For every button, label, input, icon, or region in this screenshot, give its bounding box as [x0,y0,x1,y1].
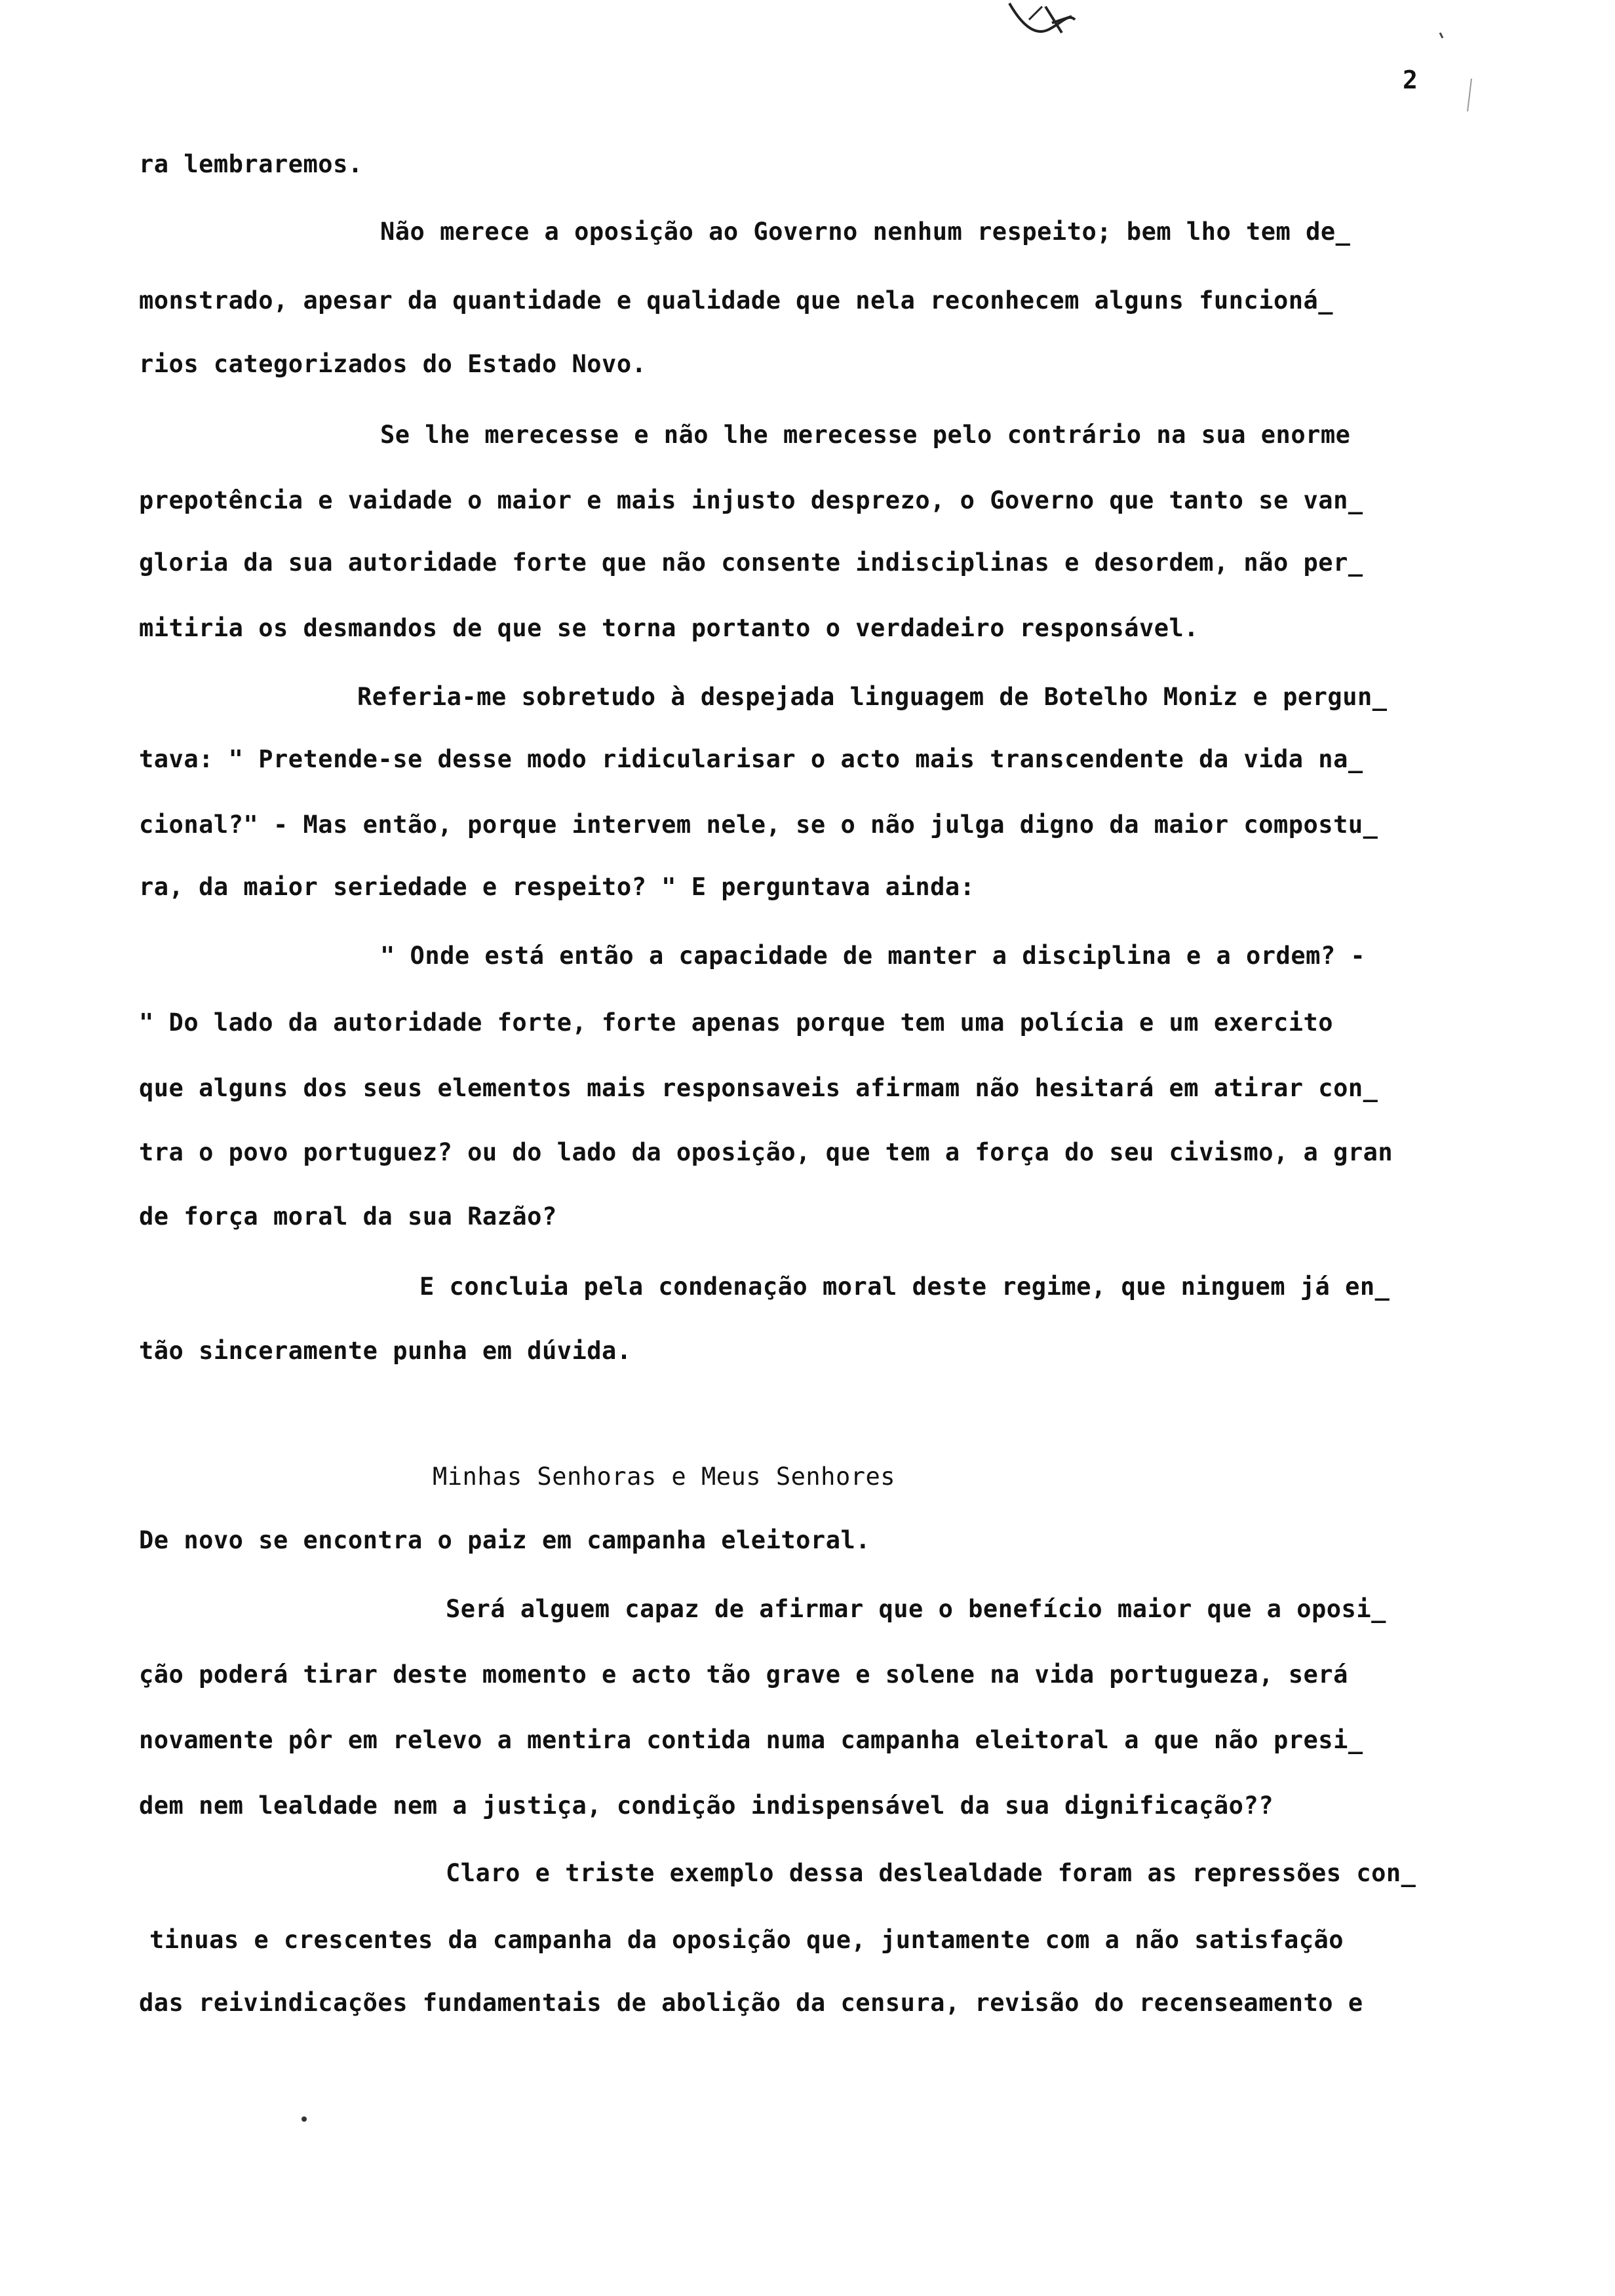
text-line: tava: " Pretende-se desse modo ridicularisar o acto mais transcendente da vida na_ [139,745,1363,773]
text-line: ra, da maior seriedade e respeito? " E perguntava ainda: [139,873,975,901]
text-line: ção poderá tirar deste momento e acto tão grave e solene na vida portugueza, será [139,1660,1348,1689]
text-line: De novo se encontra o paiz em campanha eleitoral. [139,1526,871,1554]
text-line: monstrado, apesar da quantidade e qualidade que nela reconhecem alguns funcioná_ [139,286,1334,315]
text-line: Referia-me sobretudo à despejada linguagem de Botelho Moniz e pergun_ [357,683,1388,711]
text-line: E concluia pela condenação moral deste regime, que ninguem já en_ [419,1272,1390,1301]
text-line: tra o povo portuguez? ou do lado da oposição, que tem a força do seu civismo, a gran [139,1138,1393,1166]
text-line: tão sinceramente punha em dúvida. [139,1337,632,1365]
text-line: tinuas e crescentes da campanha da oposição que, juntamente com a não satisfação [149,1926,1344,1954]
text-line: dem nem lealdade nem a justiça, condição indispensável da sua dignificação?? [139,1791,1274,1820]
text-line: Claro e triste exemplo dessa deslealdade foram as repressões con_ [446,1859,1416,1887]
text-line: que alguns dos seus elementos mais responsaveis afirmam não hesitará em atirar con_ [139,1074,1378,1102]
ink-speck [302,2116,307,2122]
handwritten-scribble [983,0,1088,48]
margin-mark [1439,26,1478,134]
page-number: 2 [1403,66,1418,94]
text-line: gloria da sua autoridade forte que não consente indisciplinas e desordem, não per_ [139,548,1363,577]
text-line: novamente pôr em relevo a mentira contida numa campanha eleitoral a que não presi_ [139,1726,1363,1754]
text-line: mitiria os desmandos de que se torna portanto o verdadeiro responsável. [139,614,1199,642]
text-line: rios categorizados do Estado Novo. [139,350,647,378]
text-line: cional?" - Mas então, porque intervem nele, se o não julga digno da maior compostu_ [139,811,1378,839]
text-line: de força moral da sua Razão? [139,1202,557,1231]
text-line: ra lembraremos. [139,150,363,178]
text-line: Não merece a oposição ao Governo nenhum respeito; bem lho tem de_ [380,218,1351,246]
section-heading: Minhas Senhoras e Meus Senhores [433,1463,896,1491]
text-line: prepotência e vaidade o maior e mais injusto desprezo, o Governo que tanto se van_ [139,486,1363,514]
text-line: das reivindicações fundamentais de abolição da censura, revisão do recenseamento e [139,1989,1363,2017]
text-line: Se lhe merecesse e não lhe merecesse pelo contrário na sua enorme [380,421,1351,449]
text-line: " Do lado da autoridade forte, forte apenas porque tem uma polícia e um exercito [139,1008,1334,1037]
text-line: Será alguem capaz de afirmar que o benefício maior que a oposi_ [446,1595,1386,1623]
text-line: " Onde está então a capacidade de manter a disciplina e a ordem? - [380,942,1366,970]
